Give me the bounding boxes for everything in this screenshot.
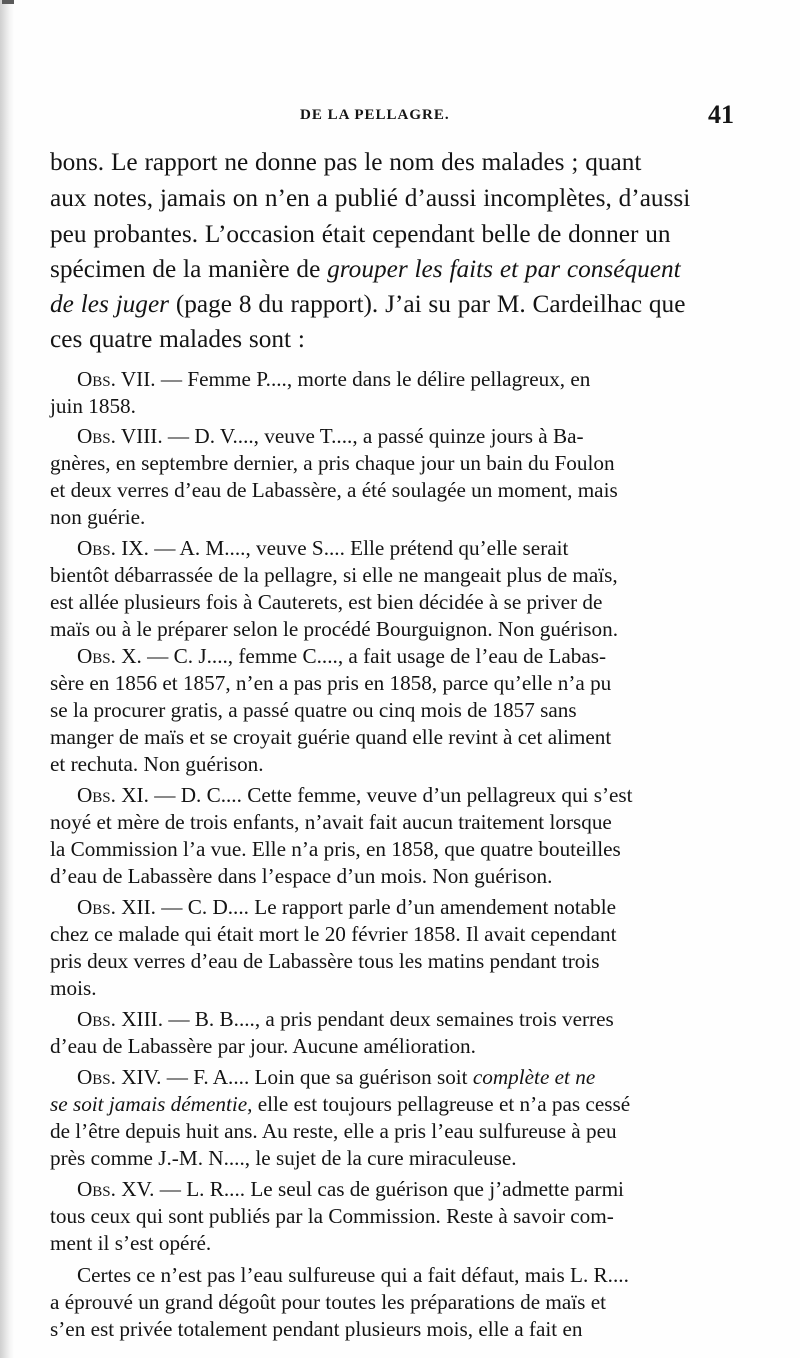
text-line: spécimen de la manière de grouper les faits et par conséquent: [50, 255, 681, 283]
text-line: a éprouvé un grand dégoût pour toutes les préparations de maïs et: [50, 1290, 607, 1314]
observation-label: Obs. XIII.: [77, 1007, 164, 1031]
observation-line: sère en 1856 et 1857, n’en a pas pris en 1858, parce qu’elle n’a pu: [50, 671, 612, 695]
running-title: DE LA PELLAGRE.: [300, 107, 450, 123]
observation-line: d’eau de Labassère par jour. Aucune amélioration.: [50, 1034, 476, 1058]
observation-line: juin 1858.: [50, 394, 136, 418]
corner-mark: [2, 0, 14, 4]
text-line: peu probantes. L’occasion était cependant belle de donner un: [50, 220, 671, 248]
observation-line: se soit jamais démentie, elle est toujours pellagreuse et n’a pas cessé: [50, 1092, 631, 1116]
observation-line: ment il s’est opéré.: [50, 1231, 212, 1255]
observation-label: Obs. XIV.: [77, 1065, 162, 1089]
observation-label: Obs. VII.: [77, 367, 156, 391]
text-line: bons. Le rapport ne donne pas le nom des malades ; quant: [50, 148, 642, 176]
observation-line: Obs. XII. — C. D.... Le rapport parle d’un amendement notable: [77, 895, 617, 919]
italic-phrase: se soit jamais démentie,: [50, 1092, 253, 1116]
text-line: de les juger (page 8 du rapport). J’ai su par M. Cardeilhac que: [50, 290, 686, 318]
text-line: Certes ce n’est pas l’eau sulfureuse qui a fait défaut, mais L. R....: [77, 1263, 629, 1287]
observation-line: la Commission l’a vue. Elle n’a pris, en 1858, que quatre bouteilles: [50, 837, 621, 861]
observation-label: Obs. XV.: [77, 1177, 155, 1201]
observation-line: Obs. IX. — A. M...., veuve S.... Elle prétend qu’elle serait: [77, 536, 569, 560]
observation-line: près comme J.-M. N...., le sujet de la cure miraculeuse.: [50, 1146, 517, 1170]
observation-line: mois.: [50, 976, 97, 1000]
text-line: aux notes, jamais on n’en a publié d’aussi incomplètes, d’aussi: [50, 184, 691, 212]
observation-line: Obs. VIII. — D. V...., veuve T...., a passé quinze jours à Ba-: [77, 424, 584, 448]
observation-line: Obs. X. — C. J...., femme C...., a fait usage de l’eau de Labas-: [77, 644, 607, 668]
observation-line: gnères, en septembre dernier, a pris chaque jour un bain du Foulon: [50, 451, 615, 475]
observation-line: d’eau de Labassère dans l’espace d’un mois. Non guérison.: [50, 864, 553, 888]
observation-line: chez ce malade qui était mort le 20 février 1858. Il avait cependant: [50, 922, 617, 946]
observation-line: Obs. VII. — Femme P...., morte dans le délire pellagreux, en: [77, 367, 591, 391]
observation-line: et deux verres d’eau de Labassère, a été soulagée un moment, mais: [50, 478, 618, 502]
observation-line: noyé et mère de trois enfants, n’avait fait aucun traitement lorsque: [50, 810, 612, 834]
observation-label: Obs. XII.: [77, 895, 156, 919]
page-number: 41: [708, 100, 734, 129]
observation-line: se la procurer gratis, a passé quatre ou cinq mois de 1857 sans: [50, 698, 577, 722]
observation-line: pris deux verres d’eau de Labassère tous les matins pendant trois: [50, 949, 600, 973]
observation-line: bientôt débarrassée de la pellagre, si elle ne mangeait plus de maïs,: [50, 563, 618, 587]
observation-label: Obs. X.: [77, 644, 142, 668]
text-line: s’en est privée totalement pendant plusieurs mois, elle a fait en: [50, 1317, 583, 1341]
italic-phrase: grouper les faits et par conséquent: [327, 255, 681, 283]
observation-line: tous ceux qui sont publiés par la Commission. Reste à savoir com-: [50, 1204, 614, 1228]
italic-phrase: de les juger: [50, 290, 170, 318]
observation-label: Obs. IX.: [77, 536, 149, 560]
observation-label: Obs. VIII.: [77, 424, 163, 448]
page-binding-shadow: [0, 0, 14, 1358]
observation-line: Obs. XIV. — F. A.... Loin que sa guérison soit complète et ne: [77, 1065, 596, 1089]
observation-line: non guérie.: [50, 505, 146, 529]
observation-line: Obs. XIII. — B. B...., a pris pendant deux semaines trois verres: [77, 1007, 614, 1031]
observation-line: Obs. XV. — L. R.... Le seul cas de guérison que j’admette parmi: [77, 1177, 624, 1201]
observation-label: Obs. XI.: [77, 783, 149, 807]
observation-line: Obs. XI. — D. C.... Cette femme, veuve d’un pellagreux qui s’est: [77, 783, 633, 807]
text-line: ces quatre malades sont :: [50, 325, 305, 353]
observation-line: et rechuta. Non guérison.: [50, 752, 264, 776]
observation-line: manger de maïs et se croyait guérie quand elle revint à cet aliment: [50, 725, 612, 749]
observation-line: est allée plusieurs fois à Cauterets, est bien décidée à se priver de: [50, 590, 603, 614]
observation-line: de l’être depuis huit ans. Au reste, elle a pris l’eau sulfureuse à peu: [50, 1119, 617, 1143]
italic-phrase: complète et ne: [472, 1065, 596, 1089]
observation-line: maïs ou à le préparer selon le procédé Bourguignon. Non guérison.: [50, 617, 618, 641]
